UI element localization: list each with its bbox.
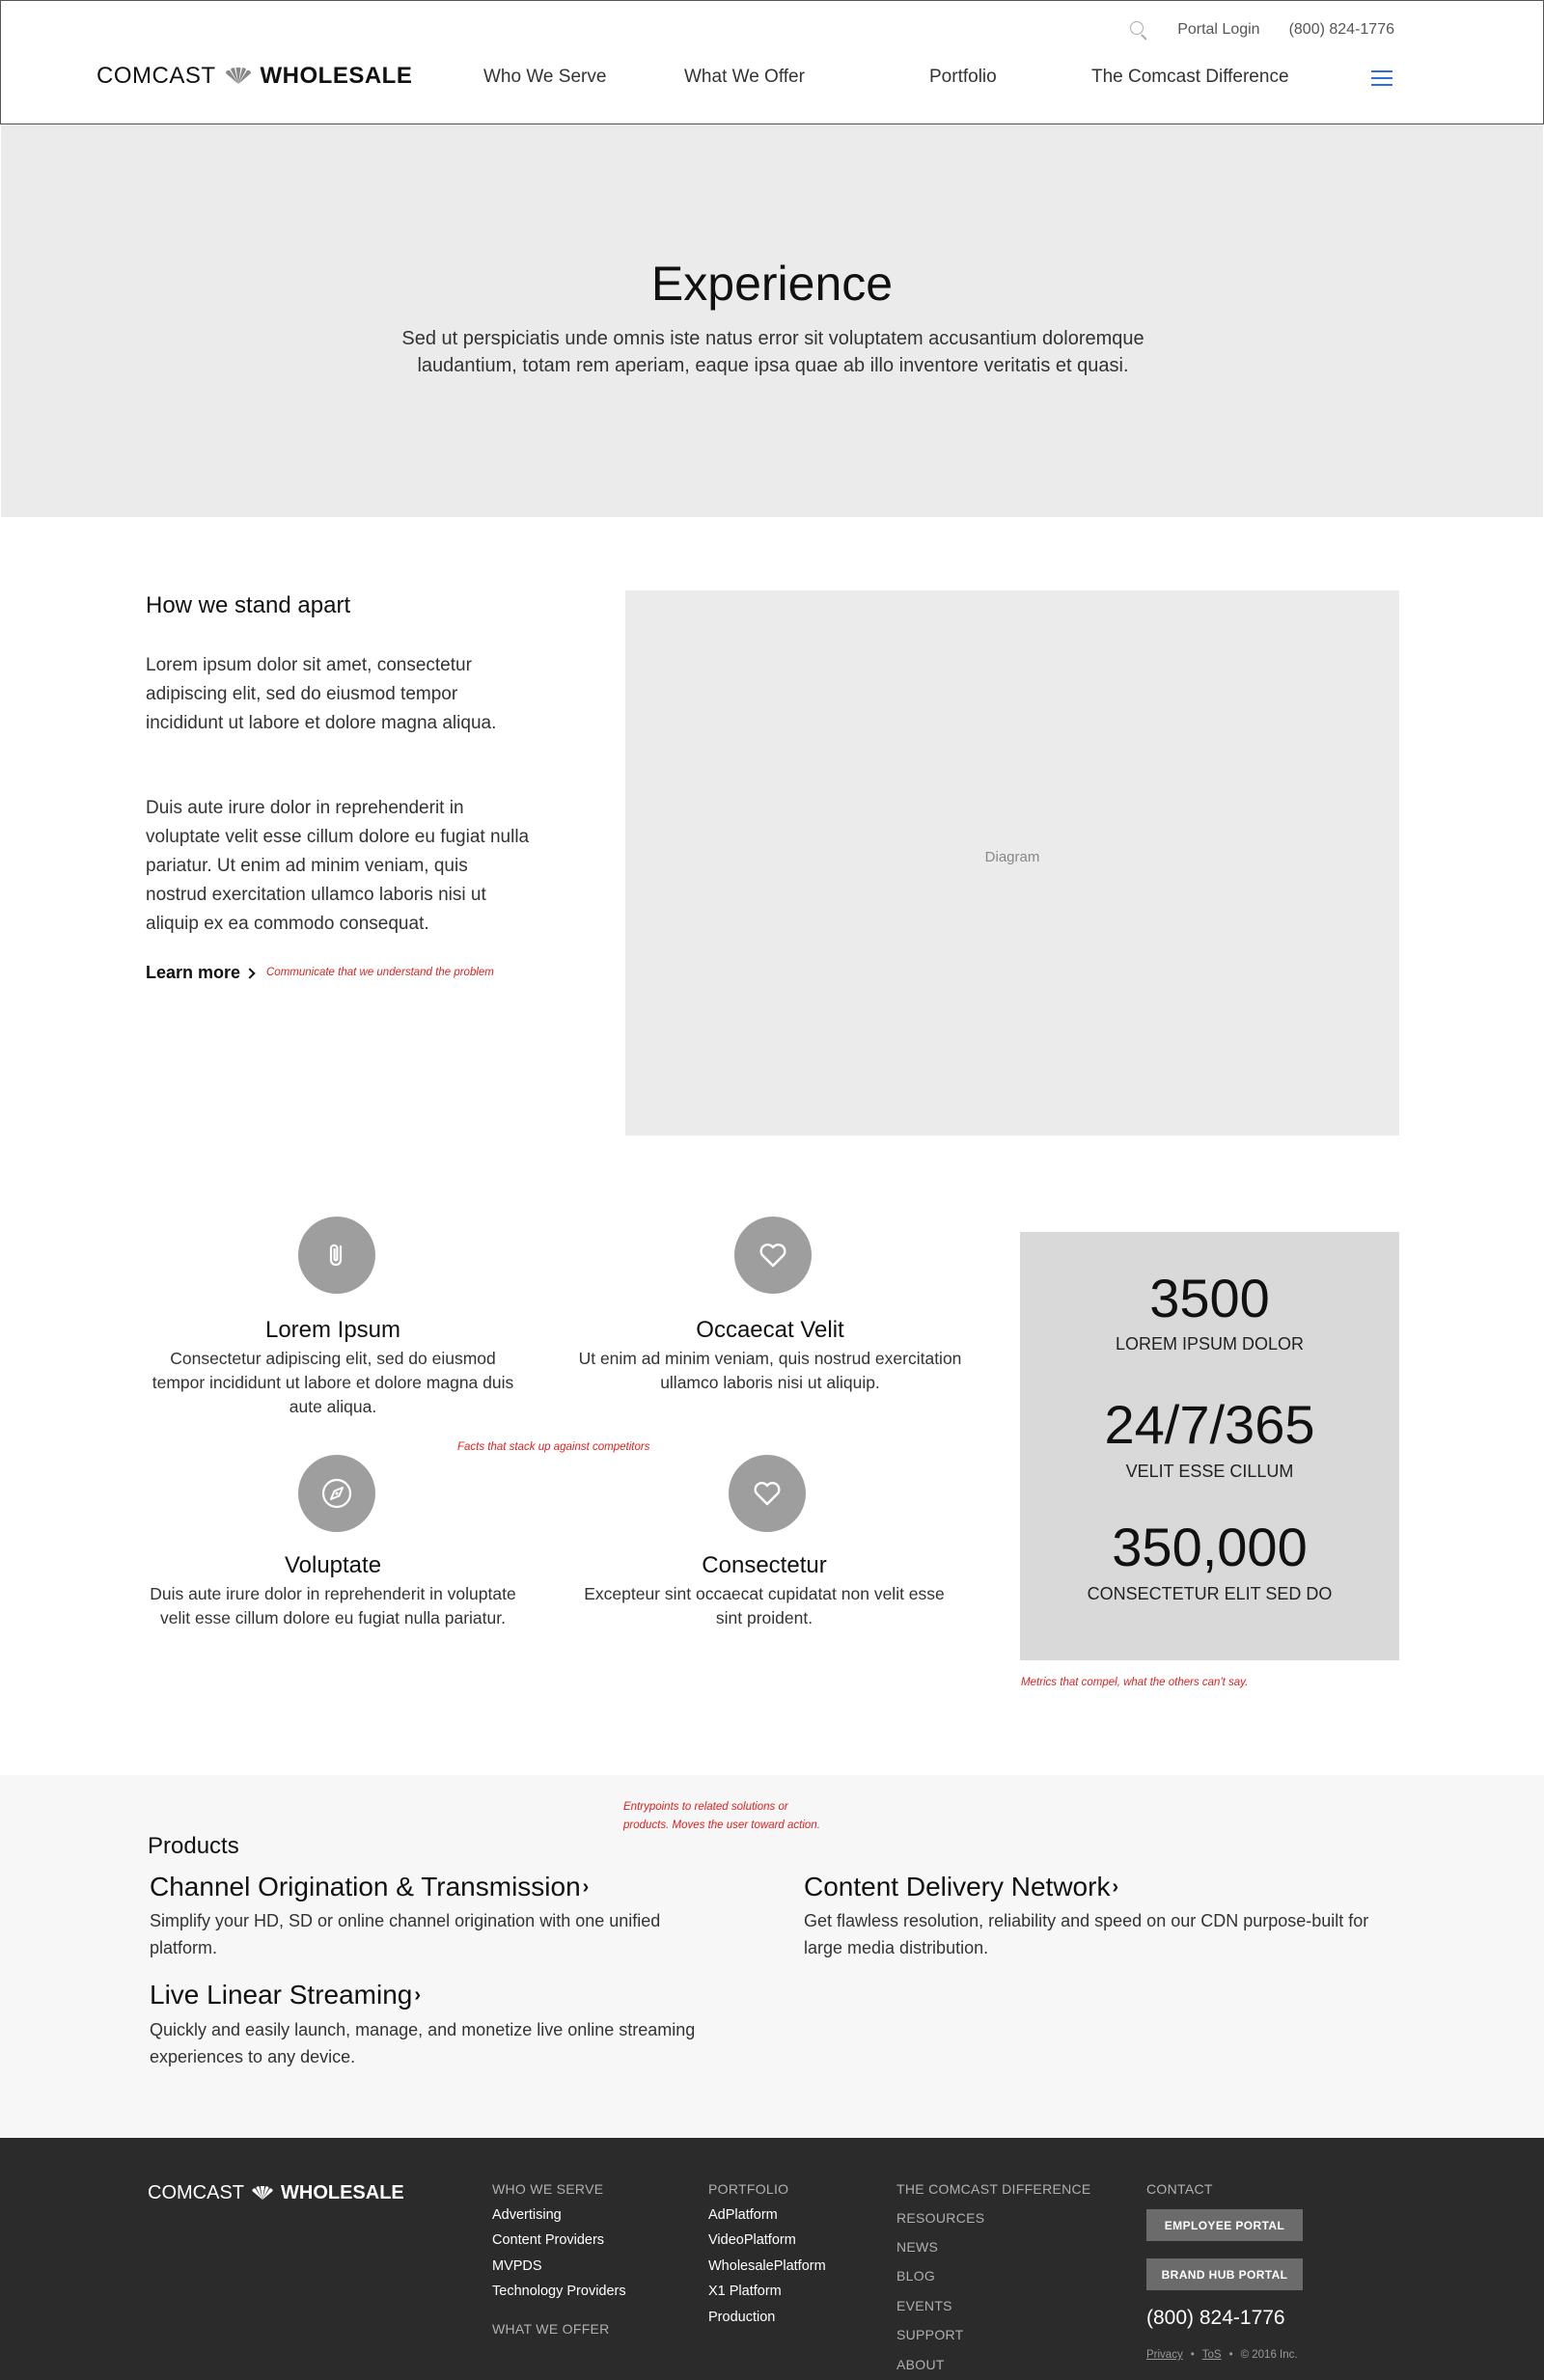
chevron-right-icon: [244, 968, 255, 978]
stand-apart-paragraph-2: Duis aute irure dolor in reprehenderit in voluptate velit esse cillum dolore eu fugiat nulla pariatur. Ut enim ad minim veniam, quis nostrud exercitation ullamco laboris nisi ut aliquip ex ea commodo consequat.: [146, 798, 530, 934]
nav-who-we-serve[interactable]: Who We Serve: [483, 67, 607, 87]
product-title: Live Linear Streaming: [150, 1980, 413, 2010]
product-link-channel-origination[interactable]: [150, 1872, 589, 1902]
footer-heading-who-we-serve[interactable]: WHO WE SERVE: [492, 2181, 604, 2197]
footer-link[interactable]: Content Providers: [492, 2232, 605, 2248]
search-icon[interactable]: [1129, 20, 1148, 40]
footer-logo-comcast: COMCAST: [148, 2182, 244, 2203]
learn-more-label: Learn more: [146, 963, 241, 982]
footer-link[interactable]: Advertising: [492, 2207, 562, 2223]
utility-bar: [1129, 20, 1394, 40]
chevron-right-icon: ›: [1112, 1875, 1119, 1898]
footer-logo[interactable]: [148, 2182, 404, 2204]
stand-apart-title: How we stand apart: [146, 592, 351, 618]
stat-value: 3500: [1149, 1268, 1270, 1328]
hamburger-menu-icon[interactable]: [1371, 70, 1392, 86]
employee-portal-button[interactable]: EMPLOYEE PORTAL: [1146, 2209, 1303, 2241]
footer-link[interactable]: Technology Providers: [492, 2284, 626, 2299]
annotation-note-metrics: Metrics that compel, what the others can't say.: [1021, 1677, 1249, 1688]
site-header: [0, 0, 1544, 124]
logo-text-wholesale: WHOLESALE: [260, 63, 413, 89]
compass-icon: [298, 1455, 375, 1532]
stat-label: LOREM IPSUM DOLOR: [1115, 1334, 1305, 1354]
footer-legal: [1146, 2349, 1298, 2361]
brand-hub-portal-button[interactable]: BRAND HUB PORTAL: [1146, 2258, 1303, 2290]
footer-logo-wholesale: WHOLESALE: [281, 2182, 404, 2203]
footer-link[interactable]: VideoPlatform: [708, 2232, 796, 2248]
hero-section: [1, 124, 1543, 517]
portal-login-link[interactable]: Portal Login: [1177, 21, 1260, 38]
footer-link[interactable]: WholesalePlatform: [708, 2258, 826, 2274]
tos-link[interactable]: ToS: [1201, 2349, 1222, 2361]
footer-link[interactable]: AdPlatform: [708, 2207, 778, 2223]
feature-title-voluptate: Voluptate: [284, 1552, 382, 1578]
copyright-text: © 2016 Inc.: [1240, 2349, 1298, 2361]
footer-heading-what-we-offer[interactable]: WHAT WE OFFER: [492, 2321, 610, 2337]
header-phone[interactable]: (800) 824-1776: [1288, 21, 1394, 38]
diagram-placeholder: [625, 590, 1399, 1135]
footer-link-support[interactable]: SUPPORT: [896, 2327, 964, 2342]
product-title: Channel Origination & Transmission: [150, 1872, 581, 1901]
chevron-right-icon: ›: [414, 1983, 422, 2006]
stat-label: VELIT ESSE CILLUM: [1125, 1462, 1294, 1481]
learn-more-link[interactable]: [146, 963, 254, 983]
feature-title-occaecat-velit: Occaecat Velit: [696, 1317, 844, 1343]
footer-link-events[interactable]: EVENTS: [896, 2298, 952, 2313]
footer-link-news[interactable]: NEWS: [896, 2239, 939, 2255]
product-desc: Simplify your HD, SD or online channel origination with one unified platform.: [150, 1911, 661, 1957]
footer-link-about[interactable]: ABOUT: [896, 2357, 945, 2372]
stand-apart-paragraph-1: Lorem ipsum dolor sit amet, consectetur adipiscing elit, sed do eiusmod tempor incididunt ut labore et dolore magna aliqua.: [146, 655, 497, 733]
stat-label: CONSECTETUR ELIT SED DO: [1087, 1584, 1333, 1603]
diagram-label: Diagram: [984, 849, 1040, 865]
hero-text: Sed ut perspiciatis unde omnis iste natus error sit voluptatem accusantium doloremque laudantium, totam rem aperiam, eaque ipsa quae ab illo inventore veritatis et quasi.: [401, 328, 1144, 376]
separator-dot: •: [1190, 2349, 1195, 2361]
peacock-logo-icon: [222, 68, 255, 85]
annotation-note-entrypoints-line2: products. Moves the user toward action.: [623, 1819, 820, 1831]
footer-heading-comcast-difference[interactable]: THE COMCAST DIFFERENCE: [896, 2181, 1091, 2197]
nav-what-we-offer[interactable]: What We Offer: [684, 67, 805, 87]
feature-desc-occaecat-velit: Ut enim ad minim veniam, quis nostrud exercitation ullamco laboris nisi ut aliquip.: [578, 1349, 962, 1392]
footer-link[interactable]: Production: [708, 2310, 776, 2325]
privacy-link[interactable]: Privacy: [1146, 2349, 1183, 2361]
feature-desc-lorem-ipsum: Consectetur adipiscing elit, sed do eiusmod tempor incididunt ut labore et dolore magna duis aute aliqua.: [152, 1349, 514, 1416]
products-section: [0, 1775, 1544, 2138]
comcast-wholesale-logo[interactable]: [96, 63, 412, 90]
feature-title-consectetur: Consectetur: [702, 1552, 827, 1578]
paperclip-icon: [298, 1217, 375, 1294]
chevron-right-icon: ›: [582, 1875, 590, 1898]
annotation-note-entrypoints-line1: Entrypoints to related solutions or: [623, 1801, 788, 1813]
peacock-logo-icon: [249, 2186, 276, 2201]
heart-icon: [729, 1455, 806, 1532]
heart-icon: [734, 1217, 812, 1294]
footer-heading-contact[interactable]: CONTACT: [1146, 2181, 1213, 2197]
footer-phone[interactable]: (800) 824-1776: [1146, 2307, 1285, 2329]
footer-link[interactable]: X1 Platform: [708, 2284, 782, 2299]
footer-link[interactable]: MVPDS: [492, 2258, 542, 2274]
logo-text-comcast: COMCAST: [96, 63, 216, 89]
nav-comcast-difference[interactable]: The Comcast Difference: [1091, 67, 1289, 87]
products-heading: Products: [148, 1833, 239, 1859]
annotation-note-problem: Communicate that we understand the problem: [266, 967, 494, 978]
stats-panel: [1020, 1232, 1399, 1660]
footer-link-blog[interactable]: BLOG: [896, 2268, 936, 2284]
stat-value: 24/7/365: [1104, 1394, 1315, 1455]
feature-title-lorem-ipsum: Lorem Ipsum: [264, 1317, 401, 1343]
product-link-live-linear[interactable]: [150, 1980, 421, 2011]
footer-link-resources[interactable]: RESOURCES: [896, 2210, 985, 2226]
separator-dot: •: [1228, 2349, 1233, 2361]
feature-desc-voluptate: Duis aute irure dolor in reprehenderit in voluptate velit esse cillum dolore eu fugiat nulla pariatur.: [150, 1584, 516, 1628]
product-title: Content Delivery Network: [804, 1872, 1111, 1901]
product-desc: Get flawless resolution, reliability and speed on our CDN purpose-built for large media distribution.: [804, 1911, 1369, 1957]
nav-portfolio[interactable]: Portfolio: [929, 67, 997, 87]
hero-title: Experience: [650, 257, 894, 311]
product-desc: Quickly and easily launch, manage, and monetize live online streaming experiences to any device.: [150, 2020, 696, 2066]
feature-desc-consectetur: Excepteur sint occaecat cupidatat non velit esse sint proident.: [584, 1584, 945, 1628]
annotation-note-facts: Facts that stack up against competitors: [457, 1441, 650, 1453]
site-footer: [0, 2138, 1544, 2380]
stat-value: 350,000: [1112, 1517, 1308, 1577]
product-link-cdn[interactable]: [804, 1872, 1118, 1902]
footer-heading-portfolio[interactable]: PORTFOLIO: [708, 2181, 789, 2197]
